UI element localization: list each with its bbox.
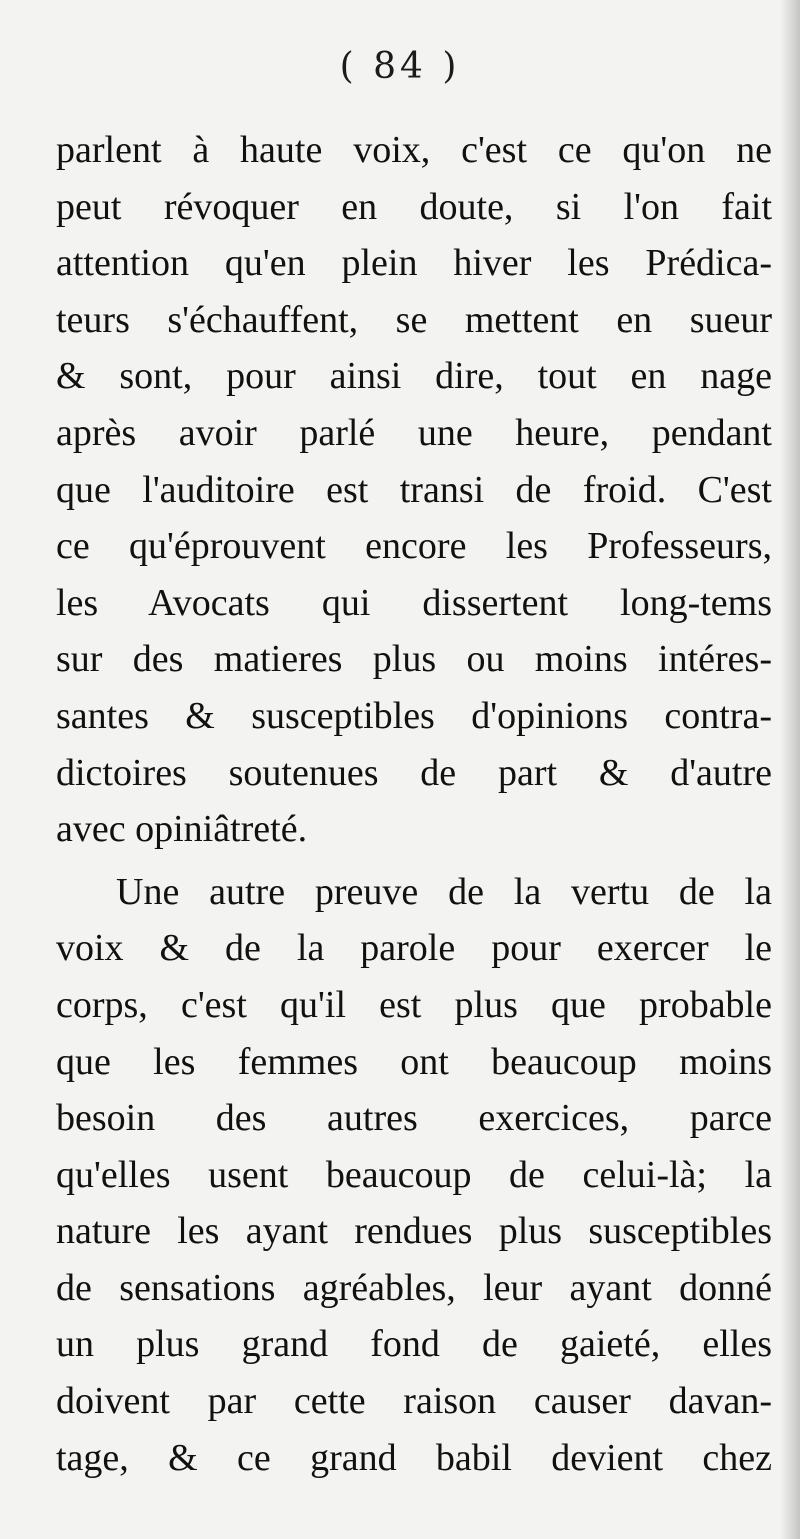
text-line: les Avocats qui dissertent long-tems: [56, 581, 772, 624]
text-line: & sont, pour ainsi dire, tout en nage: [56, 355, 772, 398]
text-line: nature les ayant rendues plus susceptibles: [56, 1210, 772, 1253]
text-line: sur des matieres plus ou moins intéres-: [56, 638, 772, 681]
text-line: que l'auditoire est transi de froid. C'est: [56, 468, 772, 511]
text-line: teurs s'échauffent, se mettent en sueur: [56, 298, 772, 341]
text-line: Une autre preuve de la vertu de la: [116, 870, 772, 913]
text-line: ce qu'éprouvent encore les Professeurs,: [56, 525, 772, 568]
text-line: dictoires soutenues de part & d'autre: [56, 751, 772, 794]
text-line: un plus grand fond de gaieté, elles: [56, 1323, 772, 1366]
text-line: doivent par cette raison causer davan-: [56, 1380, 772, 1423]
text-line: santes & susceptibles d'opinions contra-: [56, 694, 772, 737]
text-line: peut révoquer en doute, si l'on fait: [56, 185, 772, 228]
text-line: que les femmes ont beaucoup moins: [56, 1040, 772, 1083]
page-number: ( 84 ): [339, 46, 461, 87]
text-line: besoin des autres exercices, parce: [56, 1097, 772, 1140]
text-line: qu'elles usent beaucoup de celui-là; la: [56, 1153, 772, 1196]
text-line: de sensations agréables, leur ayant donné: [56, 1266, 772, 1309]
text-line: corps, c'est qu'il est plus que probable: [56, 983, 772, 1026]
text-line: parlent à haute voix, c'est ce qu'on ne: [56, 129, 772, 171]
text-line: avec opiniâtreté.: [56, 808, 308, 851]
text-line: tage, & ce grand babil devient chez: [56, 1436, 772, 1479]
text-line: attention qu'en plein hiver les Prédica-: [56, 242, 772, 285]
text-line: voix & de la parole pour exercer le: [56, 927, 772, 970]
text-line: après avoir parlé une heure, pendant: [56, 411, 772, 454]
body-text: [56, 122, 772, 1486]
